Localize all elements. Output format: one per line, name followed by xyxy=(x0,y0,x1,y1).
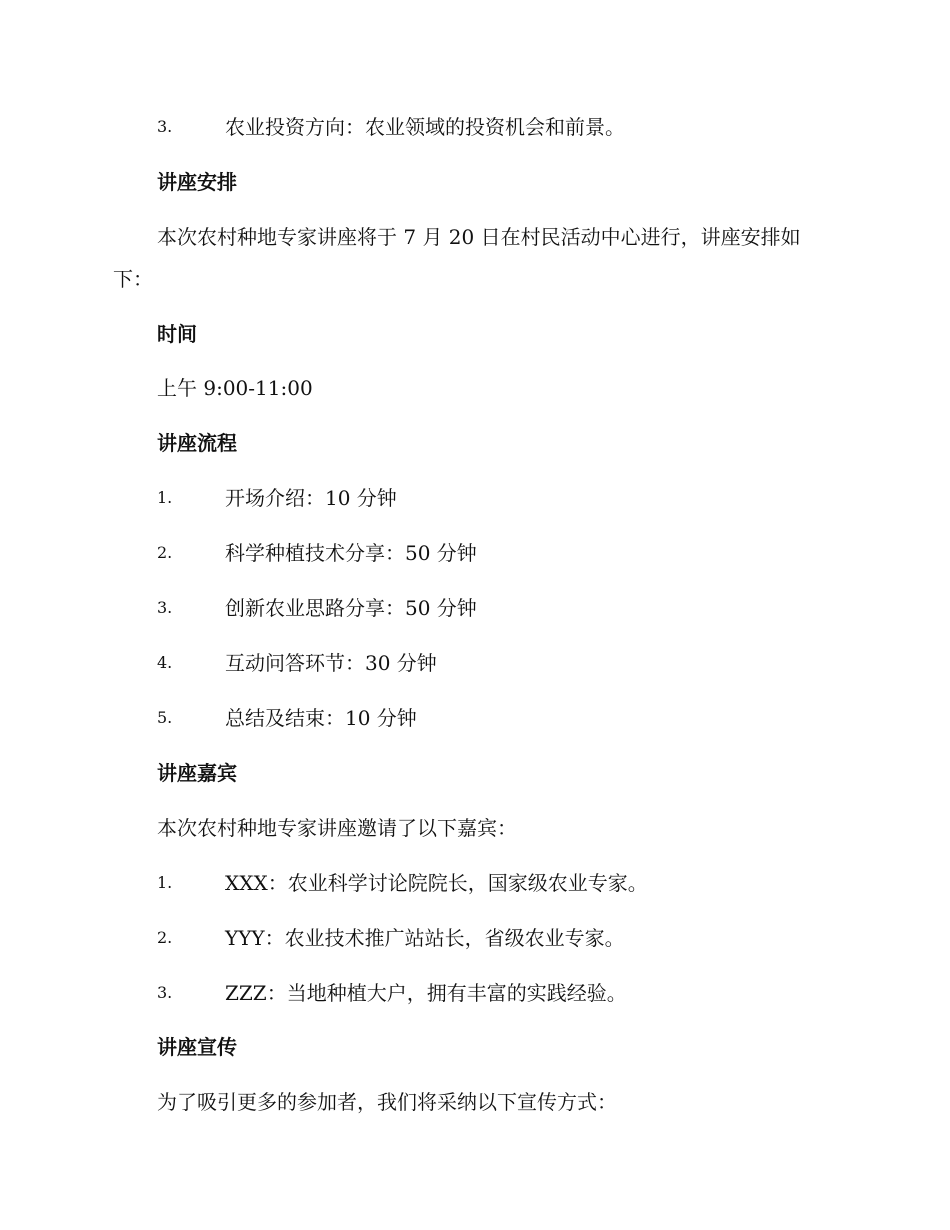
list-number: 5. xyxy=(157,708,173,727)
process-item: 互动问答环节：30 分钟 xyxy=(225,651,437,675)
section-heading-time: 时间 xyxy=(157,322,197,346)
time-value: 上午 9:00-11:00 xyxy=(157,376,313,400)
list-number: 4. xyxy=(157,653,173,672)
section-heading-guests: 讲座嘉宾 xyxy=(157,761,237,785)
guest-item: YYY：农业技术推广站站长，省级农业专家。 xyxy=(225,926,625,950)
process-item: 总结及结束：10 分钟 xyxy=(225,706,417,730)
list-number: 1. xyxy=(157,873,173,892)
process-item: 创新农业思路分享：50 分钟 xyxy=(225,596,477,620)
list-number: 1. xyxy=(157,488,173,507)
guest-item: XXX：农业科学讨论院院长，国家级农业专家。 xyxy=(225,871,648,895)
arrangement-paragraph-line1: 本次农村种地专家讲座将于 7 月 20 日在村民活动中心进行，讲座安排如 xyxy=(157,225,801,249)
guests-intro: 本次农村种地专家讲座邀请了以下嘉宾： xyxy=(157,816,517,840)
process-item: 科学种植技术分享：50 分钟 xyxy=(225,541,477,565)
list-number: 2. xyxy=(157,928,173,947)
list-number: 3. xyxy=(157,598,173,617)
list-number: 3. xyxy=(157,117,173,136)
list-item-text: 农业投资方向：农业领域的投资机会和前景。 xyxy=(225,115,625,139)
list-number: 3. xyxy=(157,983,173,1002)
process-item: 开场介绍：10 分钟 xyxy=(225,486,397,510)
arrangement-paragraph-line2: 下： xyxy=(113,267,153,291)
section-heading-arrangement: 讲座安排 xyxy=(157,170,237,194)
list-number: 2. xyxy=(157,543,173,562)
publicity-intro: 为了吸引更多的参加者，我们将采纳以下宣传方式： xyxy=(157,1090,617,1114)
section-heading-publicity: 讲座宣传 xyxy=(157,1035,237,1059)
section-heading-process: 讲座流程 xyxy=(157,431,237,455)
guest-item: ZZZ：当地种植大户，拥有丰富的实践经验。 xyxy=(225,981,627,1005)
